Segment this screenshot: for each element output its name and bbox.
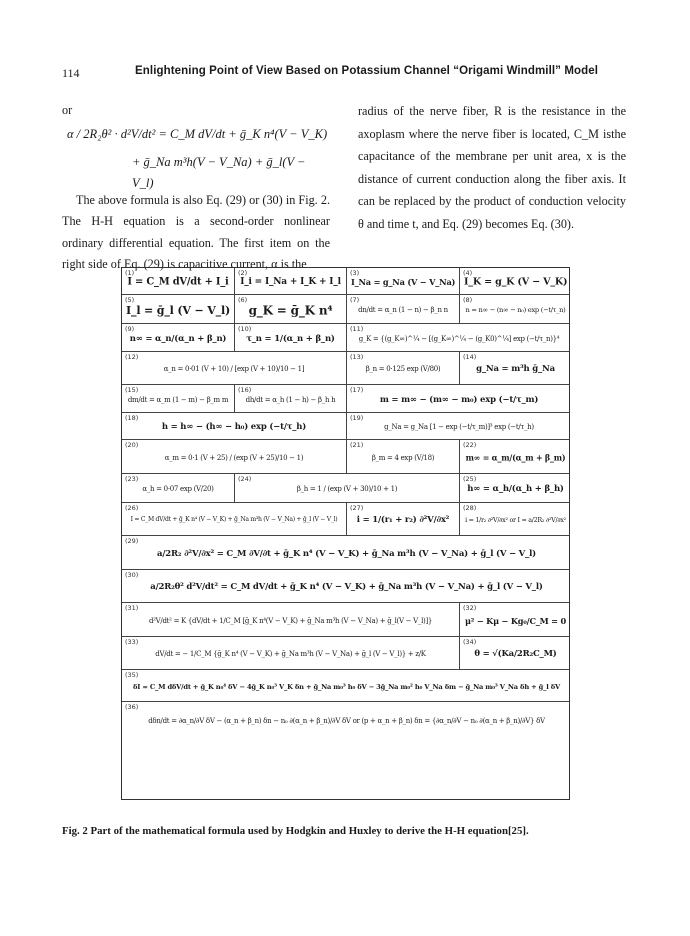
equation: I_K = g_K (V − V_K) xyxy=(464,276,568,288)
formula-cell xyxy=(460,637,571,669)
equation: θ = √(Ka/2R₂C_M) xyxy=(474,649,557,659)
equation: dn/dt = α_n (1 − n) − β_n n xyxy=(358,305,448,314)
equation-number: (21) xyxy=(350,441,364,449)
equation-number: (27) xyxy=(350,504,364,512)
equation: α_h = 0·07 exp (V/20) xyxy=(142,484,214,493)
formula-cell xyxy=(122,413,347,439)
equation-number: (2) xyxy=(238,269,248,277)
formula-cell xyxy=(347,385,571,412)
formula-cell xyxy=(122,503,347,535)
formula-row xyxy=(122,352,569,385)
equation-number: (15) xyxy=(125,386,139,394)
equation: I = C_M dV/dt + I_i xyxy=(127,276,229,288)
equation-number: (8) xyxy=(463,296,473,304)
equation: β_n = 0·125 exp (V/80) xyxy=(365,364,441,373)
equation: m∞ = α_m/(α_m + β_m) xyxy=(465,452,566,462)
equation: n∞ = α_n/(α_n + β_n) xyxy=(129,333,227,344)
equation: g_Na = g_Na [1 − exp (−t/τ_m)]³ exp (−t/τ_h) xyxy=(384,422,534,431)
equation: I = C_M dV/dt + ḡ_K n⁴ (V − V_K) + ḡ_Na m³h (V − V_Na) + ḡ_l (V − V_l) xyxy=(130,516,338,524)
formula-row xyxy=(122,702,569,737)
formula-cell xyxy=(460,268,571,294)
formula-cell xyxy=(235,268,347,294)
formula-cell xyxy=(235,385,347,412)
equation: I_i = I_Na + I_K + I_l xyxy=(240,277,341,287)
equation-number: (1) xyxy=(125,269,135,277)
equation: β_m = 4 exp (V/18) xyxy=(371,453,435,462)
equation: dm/dt = α_m (1 − m) − β_m m xyxy=(127,395,229,404)
equation-number: (25) xyxy=(463,475,477,483)
equation-number: (34) xyxy=(463,638,477,646)
equation: g_Na = m³h ḡ_Na xyxy=(476,364,555,374)
equation-number: (31) xyxy=(125,604,139,612)
formula-row xyxy=(122,385,569,413)
right-column xyxy=(358,100,626,236)
equation: dδn/dt = ∂α_n/∂V δV − (α_n + β_n) δn − n₀ ∂(α_n + β_n)/∂V δV or (p + α_n + β_n) δn = {∂α_n/∂V − n₀ ∂(α_n + β_n)/∂V} δV xyxy=(148,716,545,725)
equation-number: (5) xyxy=(125,296,135,304)
formula-row xyxy=(122,268,569,295)
equation-number: (3) xyxy=(350,269,360,277)
formula-cell xyxy=(347,352,460,384)
equation-number: (14) xyxy=(463,353,477,361)
formula-row xyxy=(122,603,569,637)
formula-cell xyxy=(122,637,460,669)
formula-row xyxy=(122,670,569,702)
formula-cell xyxy=(460,440,571,473)
equation: i = 1/r₂ ∂²V/∂x² or I = a/2R₂ ∂²V/∂x² xyxy=(465,515,566,524)
equation-number: (4) xyxy=(463,269,473,277)
formula-cell xyxy=(460,352,571,384)
formula-row xyxy=(122,474,569,503)
equation: i = 1/(r₁ + r₂) ∂²V/∂x² xyxy=(356,515,450,525)
equation: τ_n = 1/(α_n + β_n) xyxy=(246,333,335,344)
left-paragraph: The above formula is also Eq. (29) or (30) in Fig. 2. The H-H equation is a second-order nonlinear ordinary differential equation. The first item on the right side of Eq. (29) is capacitive current, α is the xyxy=(62,192,330,271)
equation: δI = C_M dδV/dt + ḡ_K n₀⁴ δV − 4ḡ_K n₀³ V_K δn + ḡ_Na m₀³ h₀ δV − 3ḡ_Na m₀² h₀ V_Na δm − ḡ_Na m₀³ V_Na δh + ḡ_l δV xyxy=(133,682,560,691)
equation-number: (20) xyxy=(125,441,139,449)
equation-number: (16) xyxy=(238,386,252,394)
formula-cell xyxy=(460,603,571,636)
equation-number: (22) xyxy=(463,441,477,449)
formula-cell xyxy=(122,474,235,502)
equation: dh/dt = α_h (1 − h) − β_h h xyxy=(245,395,336,404)
equation-number: (36) xyxy=(125,703,139,711)
formula-cell xyxy=(347,295,460,323)
formula-row xyxy=(122,440,569,474)
display-equation xyxy=(62,122,330,190)
equation: I_l = ḡ_l (V − V_l) xyxy=(126,303,231,317)
formula-table xyxy=(121,267,570,800)
equation-number: (13) xyxy=(350,353,364,361)
formula-cell xyxy=(460,503,571,535)
equation-line-2: + ḡ_Na m³h(V − V_Na) + ḡ_l(V − V_l) xyxy=(132,154,306,190)
formula-cell xyxy=(122,324,235,351)
equation-number: (23) xyxy=(125,475,139,483)
formula-row xyxy=(122,295,569,324)
equation: m = m∞ − (m∞ − m₀) exp (−t/τ_m) xyxy=(379,394,539,405)
formula-row xyxy=(122,570,569,603)
equation-number: (17) xyxy=(350,386,364,394)
formula-cell xyxy=(460,474,571,502)
equation: n = n∞ − (n∞ − n₀) exp (−t/τ_n) xyxy=(465,305,566,314)
formula-row xyxy=(122,637,569,670)
equation-number: (7) xyxy=(350,296,360,304)
equation-number: (18) xyxy=(125,414,139,422)
equation: h = h∞ − (h∞ − h₀) exp (−t/τ_h) xyxy=(161,422,307,432)
equation-number: (12) xyxy=(125,353,139,361)
equation: β_h = 1 / (exp (V + 30)/10 + 1) xyxy=(296,484,398,493)
formula-cell xyxy=(122,702,571,737)
equation-number: (26) xyxy=(125,504,139,512)
equation-number: (6) xyxy=(238,296,248,304)
equation-number: (11) xyxy=(350,325,364,333)
formula-cell xyxy=(235,295,347,323)
equation-line-1: α / 2R₂θ² · d²V/dt² = C_M dV/dt + ḡ_K n⁴(V − V_K) xyxy=(67,126,328,141)
equation-number: (29) xyxy=(125,537,139,545)
formula-cell xyxy=(347,324,571,351)
running-head: Enlightening Point of View Based on Potassium Channel “Origami Windmill” Model xyxy=(135,65,599,77)
equation: dV/dt = − 1/C_M {ḡ_K n⁴ (V − V_K) + ḡ_Na m³h (V − V_Na) + ḡ_l (V − V_l)} + z/K xyxy=(155,649,426,658)
formula-cell xyxy=(122,570,571,602)
equation-number: (32) xyxy=(463,604,477,612)
formula-row xyxy=(122,413,569,440)
formula-cell xyxy=(122,603,460,636)
equation: μ² − Kμ − Kg₀/C_M = 0 xyxy=(465,615,566,626)
formula-cell xyxy=(122,385,235,412)
formula-cell xyxy=(122,295,235,323)
formula-cell xyxy=(122,536,571,569)
equation: I_Na = g_Na (V − V_Na) xyxy=(351,277,456,287)
formula-cell xyxy=(122,440,347,473)
equation-number: (9) xyxy=(125,325,135,333)
left-column xyxy=(62,100,330,276)
formula-cell xyxy=(347,268,460,294)
formula-cell xyxy=(122,352,347,384)
equation-number: (30) xyxy=(125,571,139,579)
formula-cell xyxy=(122,670,571,701)
page-number: 114 xyxy=(62,66,80,80)
equation-number: (10) xyxy=(238,325,252,333)
or-text: or xyxy=(62,103,73,117)
formula-row xyxy=(122,503,569,536)
formula-cell xyxy=(347,440,460,473)
equation: a/2R₂θ² d²V/dt² = C_M dV/dt + ḡ_K n⁴ (V − V_K) + ḡ_Na m³h (V − V_Na) + ḡ_l (V − V_l) xyxy=(150,582,543,592)
equation-number: (28) xyxy=(463,504,477,512)
equation-number: (35) xyxy=(125,671,139,679)
equation: g_K = {(g_K∞)^¼ − [(g_K∞)^¼ − (g_K0)^¼] exp (−t/τ_n)}⁴ xyxy=(358,334,560,343)
formula-row xyxy=(122,324,569,352)
equation: h∞ = α_h/(α_h + β_h) xyxy=(467,484,564,494)
equation: g_K = ḡ_K n⁴ xyxy=(248,303,333,318)
formula-cell xyxy=(122,268,235,294)
formula-row xyxy=(122,536,569,570)
equation-number: (24) xyxy=(238,475,252,483)
formula-cell xyxy=(235,474,460,502)
formula-cell xyxy=(347,503,460,535)
figure-caption: Fig. 2 Part of the mathematical formula used by Hodgkin and Huxley to derive the H-H equation[25]. xyxy=(62,825,529,837)
equation-number: (19) xyxy=(350,414,364,422)
equation: α_n = 0·01 (V + 10) / [exp (V + 10)/10 − 1] xyxy=(163,364,305,373)
equation-number: (33) xyxy=(125,638,139,646)
formula-cell xyxy=(235,324,347,351)
equation: a/2R₂ ∂²V/∂x² = C_M ∂V/∂t + ḡ_K n⁴ (V − V_K) + ḡ_Na m³h (V − V_Na) + ḡ_l (V − V_l) xyxy=(157,548,536,559)
right-paragraph: radius of the nerve fiber, R is the resistance in the axoplasm where the nerve fiber is located, C_M isthe capacitance of the membrane per unit area, x is the distance of current conduction along the fiber axis. It can be replaced by the product of conduction velocity θ and time t, and Eq. (29) becomes Eq. (30). xyxy=(358,104,626,231)
equation: d²V/dt² = K {dV/dt + 1/C_M [ḡ_K n⁴(V − V_K) + ḡ_Na m³h (V − V_Na) + ḡ_l(V − V_l)]} xyxy=(148,616,433,625)
equation: α_m = 0·1 (V + 25) / (exp (V + 25)/10 − 1) xyxy=(164,453,304,462)
formula-cell xyxy=(460,295,571,323)
formula-cell xyxy=(347,413,571,439)
